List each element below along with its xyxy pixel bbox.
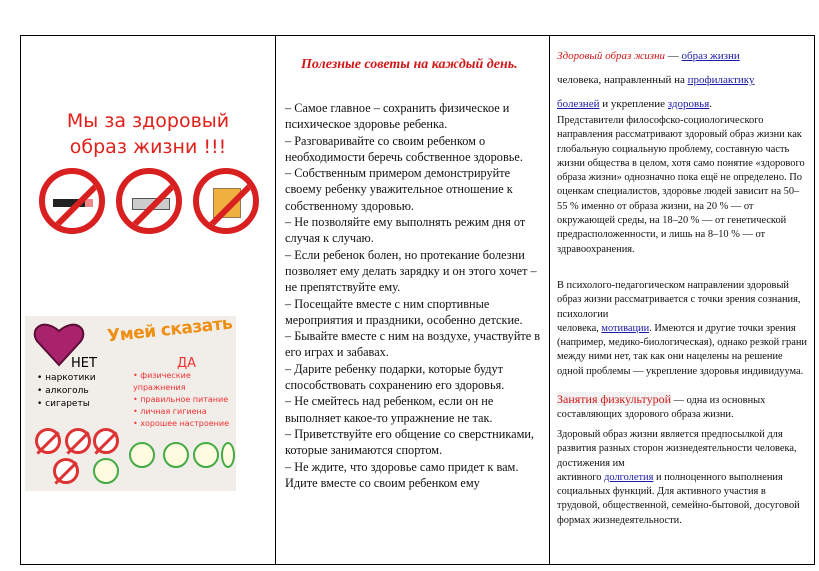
pills-icon [93,458,119,484]
info-column [551,36,814,564]
list-item: • личная гигиена [133,406,236,418]
fruit-icon [163,442,189,468]
link-motivation[interactable]: мотивации [601,322,650,334]
paragraph-text: . Имеются и другие точки зрения (например, медико-биологическая), однако резкой грани между ними нет, так как они нацелены на решение одной проблемы — укрепление здоровья индивидуума. [557,322,807,377]
dash: — [665,50,682,62]
say-no-poster [25,313,236,491]
no-alcohol-icon [193,168,259,234]
link-diseases[interactable]: болезней [557,98,600,110]
toothbrush-icon [193,442,219,468]
list-item: • сигареты [37,398,96,411]
list-item: – Собственным примером демонстрируйте своему ребенку уважительное отношение к собственному здоровью. [285,166,513,213]
definition-term: Здоровый образ жизни [557,50,666,62]
link-health[interactable]: здоровья [667,98,710,110]
skier-icon [129,442,155,468]
no-smoking-icon [65,428,91,454]
paragraph-text: В психолого-педагогическом направлении здоровый образ жизни рассматривается с точки зрения сознания, психологии [557,280,801,320]
no-alcohol-icon [93,428,119,454]
prerequisite-paragraph [557,428,809,528]
no-label: НЕТ [71,356,97,371]
philosophy-paragraph: Представители философско-социологического направления рассматривают здоровый образ жизни как глобальную социальную проблему, составную часть жизни общества в целом, хотя само понятие «здорового образа жизни» однозначно пока ещё не определено. По оценкам специалистов, здоровье людей зависит на 50–55 % именно от образа жизни, на 20 % — от окружающей среды, на 18–20 % — от генетической предрасположенности, и лишь на 8–10 % — от здравоохранения. [557,115,805,255]
content-table [20,35,815,565]
list-item: – Дарите ребенку подарки, которые будут способствовать сохранению его здоровья. [285,361,505,393]
list-item: – Приветствуйте его общение со сверстниками, которые занимаются спортом. [285,426,534,458]
list-item: – Не смейтесь над ребенком, если он не выполняет какое-то упражнение не так. [285,394,494,425]
paragraph-text: человека, [557,322,602,334]
no-smoking-icon [39,168,105,234]
list-item: – Самое главное – сохранить физическое и психическое здоровье ребенка. [285,101,510,132]
list-item: • правильное питание [133,394,236,406]
say-heading: Умей сказать [106,313,234,347]
no-drugs-icon [116,168,182,234]
list-item: • физические упражнения [133,370,236,394]
healthy-lifestyle-poster [29,98,267,278]
tips-list [285,100,547,491]
period: . [709,98,713,110]
sport-term: Занятия физкультурой [557,392,672,406]
poster-title [29,108,267,160]
no-drugs-icon [35,428,61,454]
poster-title-line2: образ жизни !!! [69,136,227,158]
column-divider [549,36,550,564]
list-item: – Если ребенок болен, но протекание болезни позволяет ему делать зарядку и он этого хочет – не препятствуйте ему. [285,247,537,295]
list-item: – Бывайте вместе с ним на воздухе, участвуйте в его играх и забавах. [285,329,541,360]
definition-paragraph [557,44,809,116]
images-column [21,36,275,564]
paragraph-text: — одна из основных составляющих здорового образа жизни. [557,395,766,421]
paragraph-text: и полноценного выполнения социальных функций. Для активного участия в трудовой, общественной, семейно-бытовой, досуговой формах жизнедеятельности. [557,471,800,526]
yes-label: ДА [177,356,197,371]
list-item: – Разговаривайте со своим ребенком о необходимости беречь собственное здоровье. [285,133,523,164]
poster-title-line1: Мы за здоровый [66,110,230,132]
smile-icon [221,442,235,468]
link-prevention[interactable]: профилактику [687,74,755,86]
paragraph-text: активного [557,471,605,483]
sport-paragraph [557,392,809,423]
list-item: – Не позволяйте ему выполнять режим дня от случая к случаю. [285,215,526,246]
column-divider [275,36,276,564]
no-list [37,372,96,411]
list-item: • алкоголь [37,385,96,398]
link-longevity[interactable]: долголетия [604,471,654,483]
tips-title: Полезные советы на каждый день. [301,57,518,72]
definition-text: человека, направленный на [557,74,688,86]
definition-text: и укрепление [599,98,668,110]
list-item: – Не ждите, что здоровье само придет к вам. Идите вместе со своим ребенком ему [285,459,519,490]
psychology-paragraph [557,279,809,379]
list-item: – Посещайте вместе с ним спортивные мероприятия и праздники, особенно детские. [285,296,523,327]
list-item: • наркотики [37,372,96,385]
paragraph-text: Здоровый образ жизни является предпосылкой для развития разных сторон жизнедеятельности человека, достижения им [557,429,797,469]
list-item: • хорошее настроение [133,418,236,430]
no-pills-icon [53,458,79,484]
tips-column [277,36,549,564]
yes-list [133,370,236,430]
link-lifestyle[interactable]: образ жизни [681,50,740,62]
